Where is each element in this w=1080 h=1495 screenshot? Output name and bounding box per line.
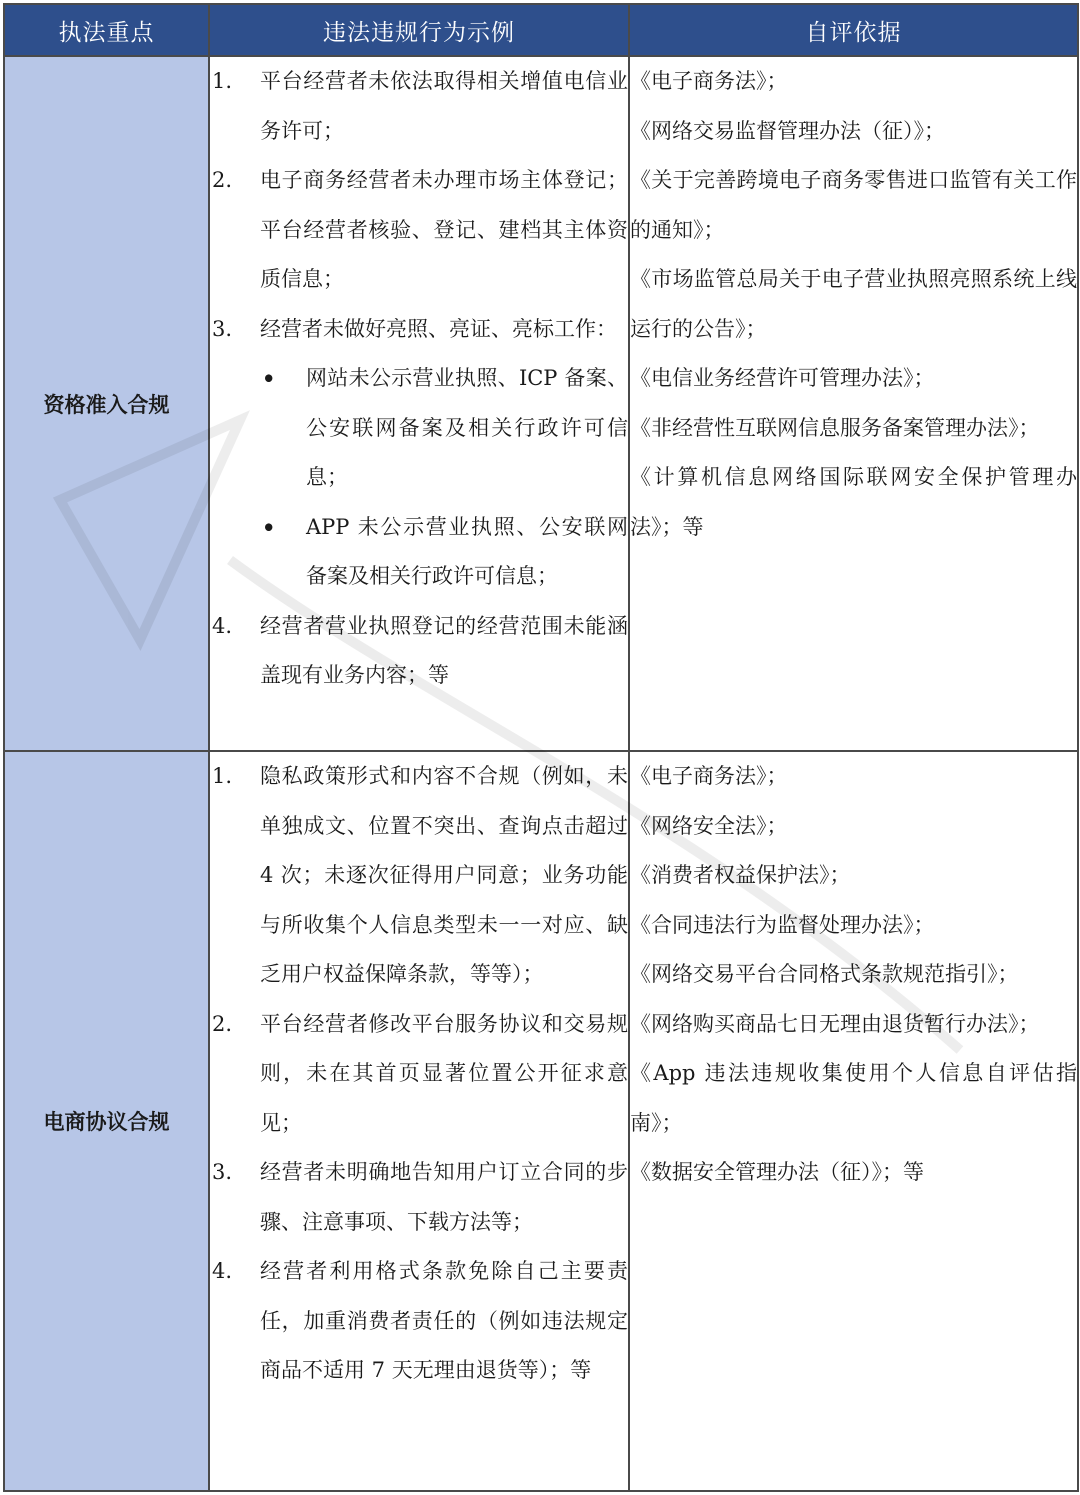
basis-item: 《电子商务法》；	[630, 69, 788, 93]
basis-item: 《网络安全法》；	[630, 813, 788, 838]
section-label: 电商协议合规	[4, 751, 209, 1491]
item-text: 平台经营者修改平台服务协议和交易规则，未在其首页显著位置公开征求意见；	[260, 1011, 628, 1135]
sub-list-item	[210, 503, 628, 602]
violation-examples-cell	[209, 56, 629, 751]
item-number: 4.	[212, 613, 233, 638]
item-text: 经营者未做好亮照、亮证、亮标工作：	[260, 316, 617, 341]
basis-item: 《消费者权益保护法》；	[630, 863, 851, 887]
item-text: 经营者利用格式条款免除自己主要责任，加重消费者责任的（例如违法规定商品不适用 7 天无理由退货等）；等	[260, 1259, 628, 1382]
item-number: 2.	[212, 1011, 233, 1036]
section-label: 资格准入合规	[4, 56, 209, 751]
list-item	[210, 1148, 628, 1247]
item-text: 经营者未明确地告知用户订立合同的步骤、注意事项、下载方法等；	[260, 1160, 628, 1234]
header-enforcement-focus: 执法重点	[4, 4, 209, 56]
list-item	[210, 1000, 628, 1149]
item-number: 3.	[212, 316, 233, 341]
item-text: 隐私政策形式和内容不合规（例如，未单独成文、位置不突出、查询点击超过 4 次；未逐次征得用户同意；业务功能与所收集个人信息类型未一一对应、缺乏用户权益保障条款，等等）；	[260, 764, 628, 986]
bullet-icon: •	[262, 514, 276, 540]
sub-list-item	[210, 354, 628, 503]
basis-item: 《电信业务经营许可管理办法》；	[630, 366, 935, 390]
item-text: 网站未公示营业执照、ICP 备案、公安联网备案及相关行政许可信息；	[306, 366, 628, 489]
list-item	[210, 57, 628, 156]
item-text: 电子商务经营者未办理市场主体登记；平台经营者核验、登记、建档其主体资质信息；	[260, 168, 628, 291]
item-number: 2.	[212, 168, 233, 192]
item-text: 经营者营业执照登记的经营范围未能涵盖现有业务内容；等	[260, 613, 628, 687]
header-row	[4, 4, 1078, 56]
basis-item: 《网络交易监督管理办法（征）》；	[630, 118, 945, 143]
item-text: APP 未公示营业执照、公安联网备案及相关行政许可信息；	[306, 514, 628, 588]
compliance-table	[3, 3, 1079, 1492]
basis-item: 《关于完善跨境电子商务零售进口监管有关工作的通知》；	[630, 168, 1077, 242]
header-violation-examples: 违法违规行为示例	[209, 4, 629, 56]
list-item	[210, 156, 628, 305]
basis-cell	[629, 56, 1078, 751]
bullet-icon: •	[262, 366, 276, 391]
basis-item: 《计算机信息网络国际联网安全保护管理办法》；等	[630, 465, 1077, 539]
section-row-qualification	[4, 56, 1078, 751]
list-item	[210, 305, 628, 355]
list-item	[210, 602, 628, 701]
header-self-assessment-basis: 自评依据	[629, 4, 1078, 56]
item-number: 1.	[212, 764, 233, 788]
basis-item: 《App 违法违规收集使用个人信息自评估指南》；	[630, 1061, 1077, 1135]
basis-item: 《网络购买商品七日无理由退货暂行办法》；	[630, 1011, 1040, 1036]
list-item	[210, 752, 628, 1000]
basis-cell	[629, 751, 1078, 1491]
basis-item: 《市场监管总局关于电子营业执照亮照系统上线运行的公告》；	[630, 267, 1077, 341]
list-item	[210, 1247, 628, 1396]
basis-item: 《电子商务法》；	[630, 764, 788, 788]
item-text: 平台经营者未依法取得相关增值电信业务许可；	[260, 69, 628, 143]
item-number: 4.	[212, 1259, 233, 1283]
item-number: 1.	[212, 69, 233, 93]
violation-examples-cell	[209, 751, 629, 1491]
basis-item: 《数据安全管理办法（征）》；等	[630, 1160, 924, 1184]
basis-item: 《非经营性互联网信息服务备案管理办法》；	[630, 415, 1040, 440]
basis-item: 《网络交易平台合同格式条款规范指引》；	[630, 962, 1019, 986]
basis-item: 《合同违法行为监督处理办法》；	[630, 912, 935, 937]
item-number: 3.	[212, 1160, 233, 1184]
section-row-ecommerce-agreement	[4, 751, 1078, 1491]
